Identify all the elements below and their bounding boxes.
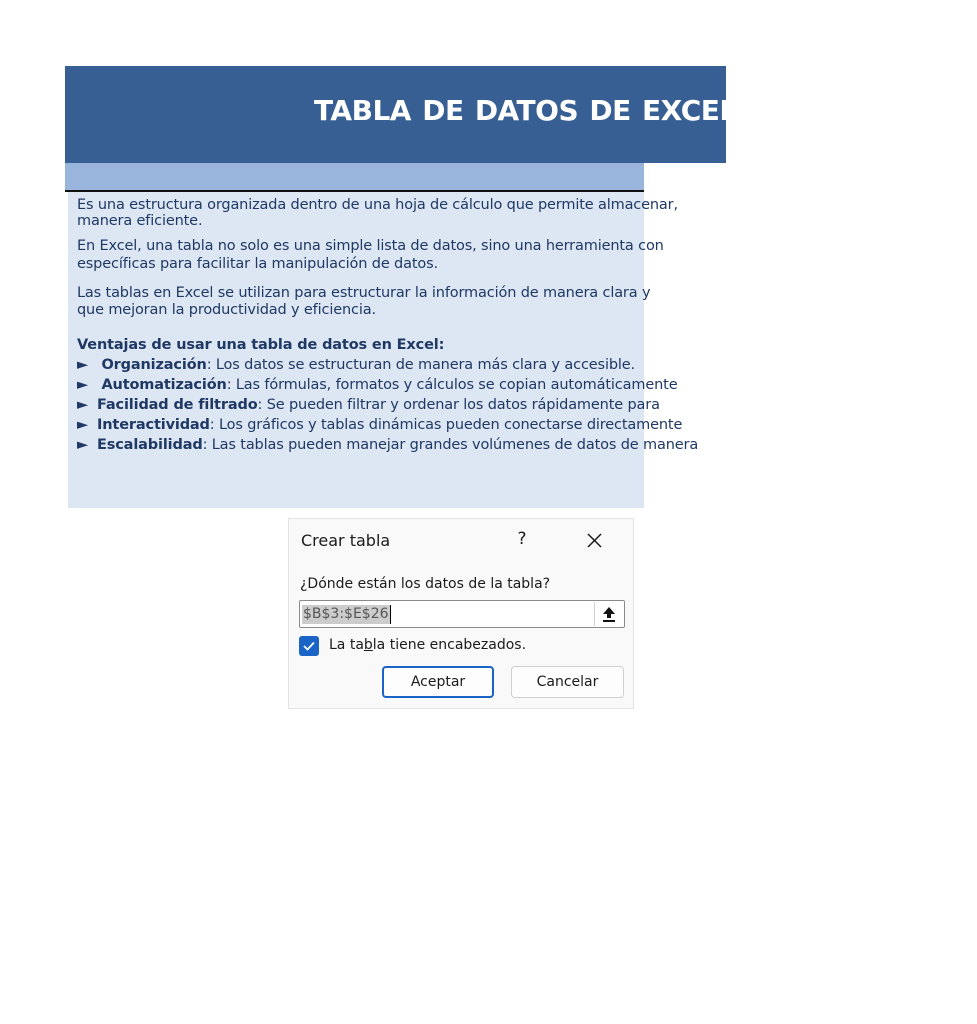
advantage-item: ► Automatización: Las fórmulas, formatos y cálculos se copian automáticamente (77, 377, 678, 393)
paragraph-line: que mejoran la productividad y eficiencia. (77, 302, 376, 318)
paragraph-line: Las tablas en Excel se utilizan para estructurar la información de manera clara y (77, 285, 651, 301)
checkmark-icon (299, 636, 319, 656)
triangle-bullet-icon: ► (77, 357, 89, 373)
paragraph-line: específicas para facilitar la manipulación de datos. (77, 256, 438, 272)
triangle-bullet-icon: ► (77, 397, 89, 413)
triangle-bullet-icon: ► (77, 377, 89, 393)
sheet-title: TABLA DE DATOS DE EXCEL (314, 94, 737, 127)
close-icon (585, 531, 605, 551)
subheader-band (65, 163, 644, 190)
create-table-dialog (288, 518, 634, 709)
range-question-label: ¿Dónde están los datos de la tabla? (300, 576, 551, 592)
advantage-item: ► Organización: Los datos se estructuran de manera más clara y accesible. (77, 357, 636, 373)
headers-checkbox-label[interactable]: La tabla tiene encabezados. (329, 637, 527, 653)
paragraph-line: Es una estructura organizada dentro de una hoja de cálculo que permite almacenar, (77, 197, 678, 213)
collapse-dialog-button[interactable] (594, 602, 623, 626)
text-caret (390, 605, 391, 624)
description-box (68, 192, 699, 508)
advantage-item: ► Interactividad: Los gráficos y tablas dinámicas pueden conectarse directamente (77, 417, 683, 433)
headers-checkbox[interactable] (299, 636, 319, 656)
help-button[interactable]: ? (517, 529, 527, 549)
close-button[interactable] (585, 531, 605, 551)
advantage-item: ► Escalabilidad: Las tablas pueden manejar grandes volúmenes de datos de manera (77, 437, 699, 453)
triangle-bullet-icon: ► (77, 417, 89, 433)
accept-button[interactable]: Aceptar (382, 666, 494, 698)
range-value: $B$3:$E$26 (303, 606, 389, 622)
dialog-title: Crear tabla (301, 531, 391, 550)
triangle-bullet-icon: ► (77, 437, 89, 453)
upload-arrow-icon (595, 602, 623, 626)
title-clip (65, 66, 737, 163)
advantage-item: ► Facilidad de filtrado: Se pueden filtrar y ordenar los datos rápidamente para (77, 397, 660, 413)
paragraph-line: En Excel, una tabla no solo es una simple lista de datos, sino una herramienta con (77, 238, 664, 254)
paragraph-line: manera eficiente. (77, 213, 203, 229)
range-input[interactable] (299, 600, 625, 628)
advantages-heading: Ventajas de usar una tabla de datos en Excel: (77, 337, 445, 353)
cancel-button[interactable]: Cancelar (511, 666, 624, 698)
